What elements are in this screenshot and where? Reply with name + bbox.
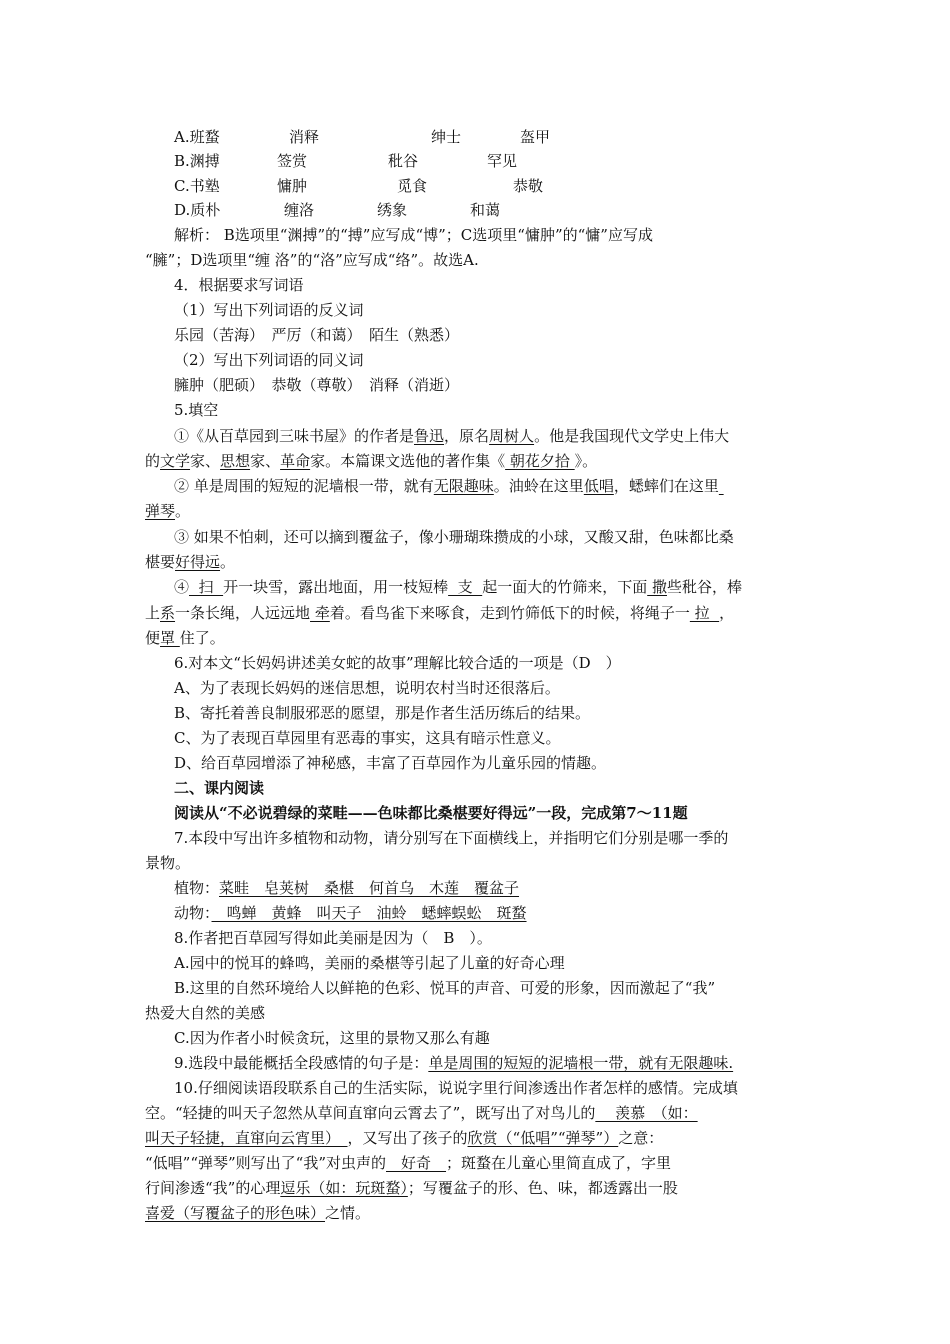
option-word: D.质朴 bbox=[174, 201, 221, 219]
text: ；写覆盆子的形、色、味，都透露出一股 bbox=[407, 1179, 678, 1197]
text: ，蟋蟀们在这里 bbox=[613, 477, 719, 495]
answer-blank: 低唱 bbox=[583, 477, 614, 495]
q10-line1: 10.仔细阅读语段联系自己的生活实际，说说字里行间渗透出作者怎样的感情。完成填 bbox=[174, 1079, 738, 1097]
text: ；斑蝥在儿童心里简直成了，字里 bbox=[446, 1154, 672, 1172]
q10-line2 bbox=[145, 1103, 698, 1123]
answer-blank: 牵 bbox=[310, 604, 330, 622]
answer-blank: 系 bbox=[160, 604, 176, 622]
q7-animals-row bbox=[174, 903, 527, 923]
q4-sub1: （1）写出下列词语的反义词 bbox=[174, 301, 364, 319]
q4-sub2: （2）写出下列词语的同义词 bbox=[174, 351, 364, 369]
q4-answer1: 乐园（苦海） 严厉（和蔼） 陌生（熟悉） bbox=[174, 326, 460, 344]
option-word: B.渊搏 bbox=[174, 152, 220, 170]
answer-blank: 羡慕 （如： bbox=[595, 1104, 698, 1122]
answer-blank: 好得远 bbox=[175, 553, 221, 571]
q8-option-b-line1: B.这里的自然环境给人以鲜艳的色彩、悦耳的声音、可爱的形象，因而激起了“我” bbox=[174, 979, 716, 997]
q5-para4-line3 bbox=[145, 628, 225, 648]
q8-title: 8.作者把百草园写得如此美丽是因为（ B ）。 bbox=[174, 929, 492, 947]
option-word: 盔甲 bbox=[520, 128, 551, 146]
q4-title: 4．根据要求写词语 bbox=[174, 276, 304, 294]
q10-line4 bbox=[145, 1153, 671, 1173]
q10-line5 bbox=[145, 1178, 678, 1198]
answer-blank: 无限趣味 bbox=[433, 477, 494, 495]
answer-blank: 扫 bbox=[189, 578, 224, 596]
q4-answer2: 臃肿（肥硕） 恭敬（尊敬） 消释（消逝） bbox=[174, 376, 460, 394]
q10-line3 bbox=[145, 1128, 663, 1148]
text: ①《从百草园到三味书屋》的作者是 bbox=[174, 427, 415, 445]
text: 空。“轻捷的叫天子忽然从草间直窜向云霄去了”，既写出了对鸟儿的 bbox=[145, 1104, 596, 1122]
text: 。油蛉在这里 bbox=[493, 477, 584, 495]
option-word: C.书塾 bbox=[174, 177, 220, 195]
option-word: 绣象 bbox=[377, 201, 408, 219]
text: ，原名 bbox=[444, 427, 490, 445]
text: ，又写出了孩子的 bbox=[347, 1129, 468, 1147]
q5-para1-line1 bbox=[174, 426, 729, 446]
option-word: 慵肿 bbox=[277, 177, 308, 195]
option-word: 消释 bbox=[289, 128, 320, 146]
q6-option-b: B、寄托着善良制服邪恶的愿望，那是作者生活历练后的结果。 bbox=[174, 704, 591, 722]
animal-answer: 鸣蝉 黄蜂 叫天子 油蛉 蟋蟀蜈蚣 斑蝥 bbox=[211, 904, 527, 922]
answer-blank: 逗乐（如：玩斑蝥） bbox=[280, 1179, 408, 1197]
option-word: 恭敬 bbox=[513, 177, 544, 195]
answer-blank: 喜爱（写覆盆子的形色味） bbox=[145, 1204, 326, 1222]
option-word: 和蔼 bbox=[470, 201, 501, 219]
text: 开一块雪，露出地面，用一枝短棒 bbox=[223, 578, 449, 596]
q5-title: 5.填空 bbox=[174, 401, 219, 419]
q5-para4-line1 bbox=[174, 577, 742, 597]
q9-label: 9.选段中最能概括全段感情的句子是： bbox=[174, 1054, 429, 1072]
text: 家、 bbox=[250, 452, 281, 470]
plant-label: 植物： bbox=[174, 879, 220, 897]
text: 着。看鸟雀下来啄食，走到竹筛低下的时候，将绳子一 bbox=[329, 604, 690, 622]
section-intro: 阅读从“不必说碧绿的菜畦——色味都比桑椹要好得远”一段，完成第7～11题 bbox=[174, 804, 688, 822]
answer-blank bbox=[719, 477, 724, 495]
q5-para2-line2 bbox=[145, 501, 190, 521]
text: ④ bbox=[174, 578, 190, 596]
text: 。他是我国现代文学史上伟大 bbox=[534, 427, 730, 445]
q3-analysis-line2: “臃”；D选项里“缠 洛”的“洛”应写成“络”。故选A. bbox=[145, 251, 479, 269]
answer-blank: 拉 bbox=[689, 604, 720, 622]
q8-option-c: C.因为作者小时候贪玩，这里的景物又那么有趣 bbox=[174, 1029, 490, 1047]
text: 椹要 bbox=[145, 553, 176, 571]
text: 一条长绳，人远远地 bbox=[175, 604, 311, 622]
q5-para1-line2 bbox=[145, 451, 597, 471]
q6-option-d: D、给百草园增添了神秘感，丰富了百草园作为儿童乐园的情趣。 bbox=[174, 754, 607, 772]
plant-answer: 菜畦 皂荚树 桑椹 何首乌 木莲 覆盆子 bbox=[219, 879, 520, 897]
answer-blank: 撒 bbox=[647, 578, 667, 596]
text: 之情。 bbox=[325, 1204, 371, 1222]
q10-line6 bbox=[145, 1203, 370, 1223]
option-word: 签赏 bbox=[277, 152, 308, 170]
text: “低唱”“弹琴”则写出了“我”对虫声的 bbox=[145, 1154, 387, 1172]
text: 行间渗透“我”的心理 bbox=[145, 1179, 281, 1197]
q7-plants-row bbox=[174, 878, 519, 898]
answer-blank: 文学 bbox=[160, 452, 191, 470]
text: 的 bbox=[145, 452, 161, 470]
text: 上 bbox=[145, 604, 161, 622]
q9-row bbox=[174, 1053, 733, 1073]
text: 》。 bbox=[574, 452, 598, 470]
answer-blank: 罩 bbox=[160, 629, 180, 647]
text: 之意： bbox=[618, 1129, 664, 1147]
text: 家。本篇课文选他的著作集《 bbox=[310, 452, 506, 470]
answer-blank: 好奇 bbox=[386, 1154, 447, 1172]
option-word: 绅士 bbox=[431, 128, 462, 146]
answer-blank: 叫天子轻捷，直窜向云宵里） bbox=[145, 1129, 348, 1147]
answer-blank: 周树人 bbox=[489, 427, 535, 445]
answer-blank: 欣赏（“低唱”“弹琴”） bbox=[467, 1129, 619, 1147]
option-word: 罕见 bbox=[487, 152, 518, 170]
text: ② 单是周围的短短的泥墙根一带，就有 bbox=[174, 477, 434, 495]
text: 住了。 bbox=[179, 629, 225, 647]
q7-line1: 7.本段中写出许多植物和动物，请分别写在下面横线上，并指明它们分别是哪一季的 bbox=[174, 829, 729, 847]
q8-option-b-line2: 热爱大自然的美感 bbox=[145, 1004, 266, 1022]
option-word: 缠洛 bbox=[284, 201, 315, 219]
text: 些秕谷，棒 bbox=[666, 578, 742, 596]
q6-title: 6.对本文“长妈妈讲述美女蛇的故事”理解比较合适的一项是（D ） bbox=[174, 654, 621, 672]
animal-label: 动物： bbox=[174, 904, 212, 922]
q8-option-a: A.园中的悦耳的蜂鸣，美丽的桑椹等引起了儿童的好奇心理 bbox=[174, 954, 565, 972]
text: ， bbox=[719, 604, 735, 622]
answer-blank: 支 bbox=[448, 578, 483, 596]
option-word: 秕谷 bbox=[388, 152, 419, 170]
text: 便 bbox=[145, 629, 161, 647]
q5-para3-line2 bbox=[145, 552, 235, 572]
text: 。 bbox=[220, 553, 236, 571]
q5-para2-line1 bbox=[174, 476, 724, 496]
q6-option-a: A、为了表现长妈妈的迷信思想，说明农村当时还很落后。 bbox=[174, 679, 560, 697]
text: 。 bbox=[175, 502, 191, 520]
answer-blank: 朝花夕拾 bbox=[505, 452, 575, 470]
answer-blank: 弹琴 bbox=[145, 502, 176, 520]
answer-blank: 思想 bbox=[220, 452, 251, 470]
q5-para3-line1: ③ 如果不怕刺，还可以摘到覆盆子，像小珊瑚珠攒成的小球，又酸又甜，色味都比桑 bbox=[174, 528, 734, 546]
answer-blank: 革命 bbox=[280, 452, 311, 470]
q5-para4-line2 bbox=[145, 603, 734, 623]
text: 家、 bbox=[190, 452, 221, 470]
q6-option-c: C、为了表现百草园里有恶毒的事实，这具有暗示性意义。 bbox=[174, 729, 561, 747]
text: 起一面大的竹筛来，下面 bbox=[482, 578, 648, 596]
q3-analysis-line1: 解析： B选项里“渊搏”的“搏”应写成“博”；C选项里“慵肿”的“慵”应写成 bbox=[174, 226, 653, 244]
q9-answer: 单是周围的短短的泥墙根一带，就有无限趣味. bbox=[428, 1054, 734, 1072]
option-word: 觅食 bbox=[397, 177, 428, 195]
q7-line2: 景物。 bbox=[145, 854, 191, 872]
option-word: A.班蝥 bbox=[174, 128, 220, 146]
answer-blank: 鲁迅 bbox=[414, 427, 445, 445]
section-title: 二、课内阅读 bbox=[174, 779, 265, 797]
